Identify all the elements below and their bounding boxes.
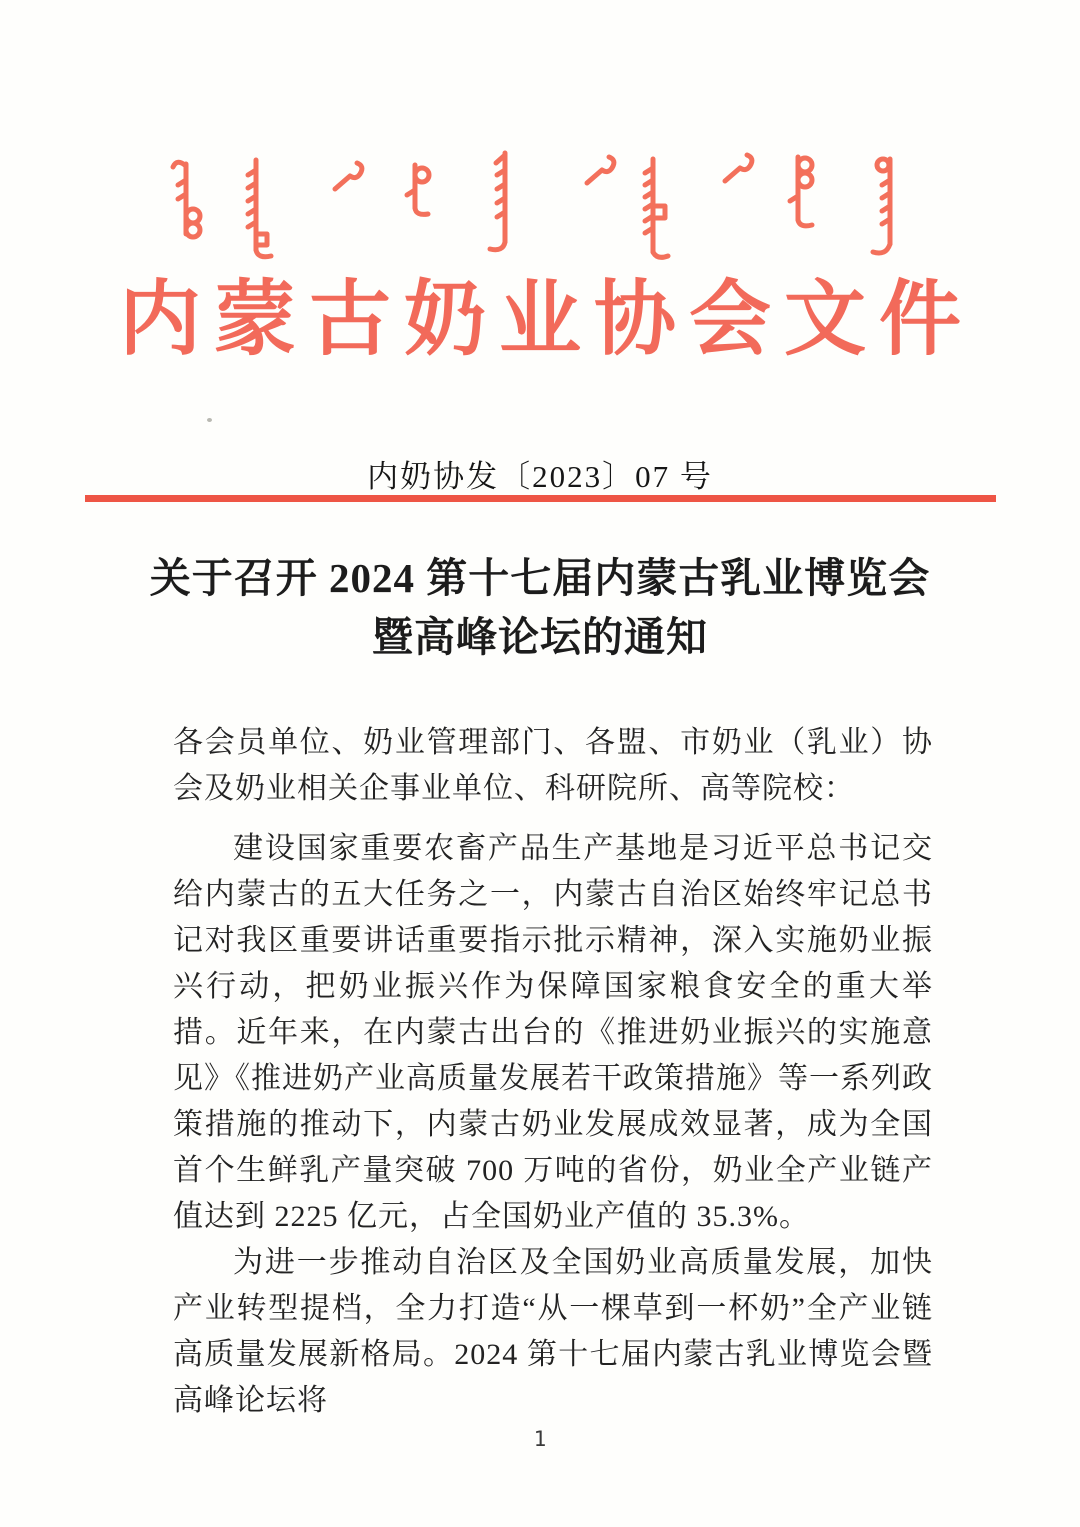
document-title-line2: 暨高峰论坛的通知 [372, 614, 708, 660]
document-title-line1: 关于召开 2024 第十七届内蒙古乳业博览会 [149, 555, 931, 601]
document-title [0, 549, 1080, 667]
red-divider-rule [85, 495, 996, 502]
salutation: 各会员单位、奶业管理部门、各盟、市奶业（乳业）协会及奶业相关企事业单位、科研院所、高等院校： [173, 726, 933, 805]
scan-speck [207, 418, 212, 422]
body-paragraph-1: 建设国家重要农畜产品生产基地是习近平总书记交给内蒙古的五大任务之一，内蒙古自治区始终牢记总书记对我区重要讲话重要指示批示精神，深入实施奶业振兴行动，把奶业振兴作为保障国家粮食安全的重大举措。近年来，在内蒙古出台的《推进奶业振兴的实施意见》《推进奶产业高质量发展若干政策措施》等一系列政策措施的推动下，内蒙古奶业发展成效显著，成为全国首个生鲜乳产量突破 700 万吨的省份，奶业全产业链产值达到 2225 亿元，占全国奶业产值的 35.3%。 [173, 832, 933, 1233]
page-number: 1 [533, 1427, 547, 1451]
doc-number: 内奶协发〔2023〕07 号 [367, 459, 713, 494]
document-body [173, 720, 933, 1424]
mongolian-script-title [162, 146, 928, 268]
body-paragraph-2: 为进一步推动自治区及全国奶业高质量发展，加快产业转型提档，全力打造“从一棵草到一杯奶”全产业链高质量发展新格局。2024 第十七届内蒙古乳业博览会暨高峰论坛将 [173, 1246, 933, 1417]
org-title: 内蒙古奶业协会文件 [118, 274, 974, 365]
